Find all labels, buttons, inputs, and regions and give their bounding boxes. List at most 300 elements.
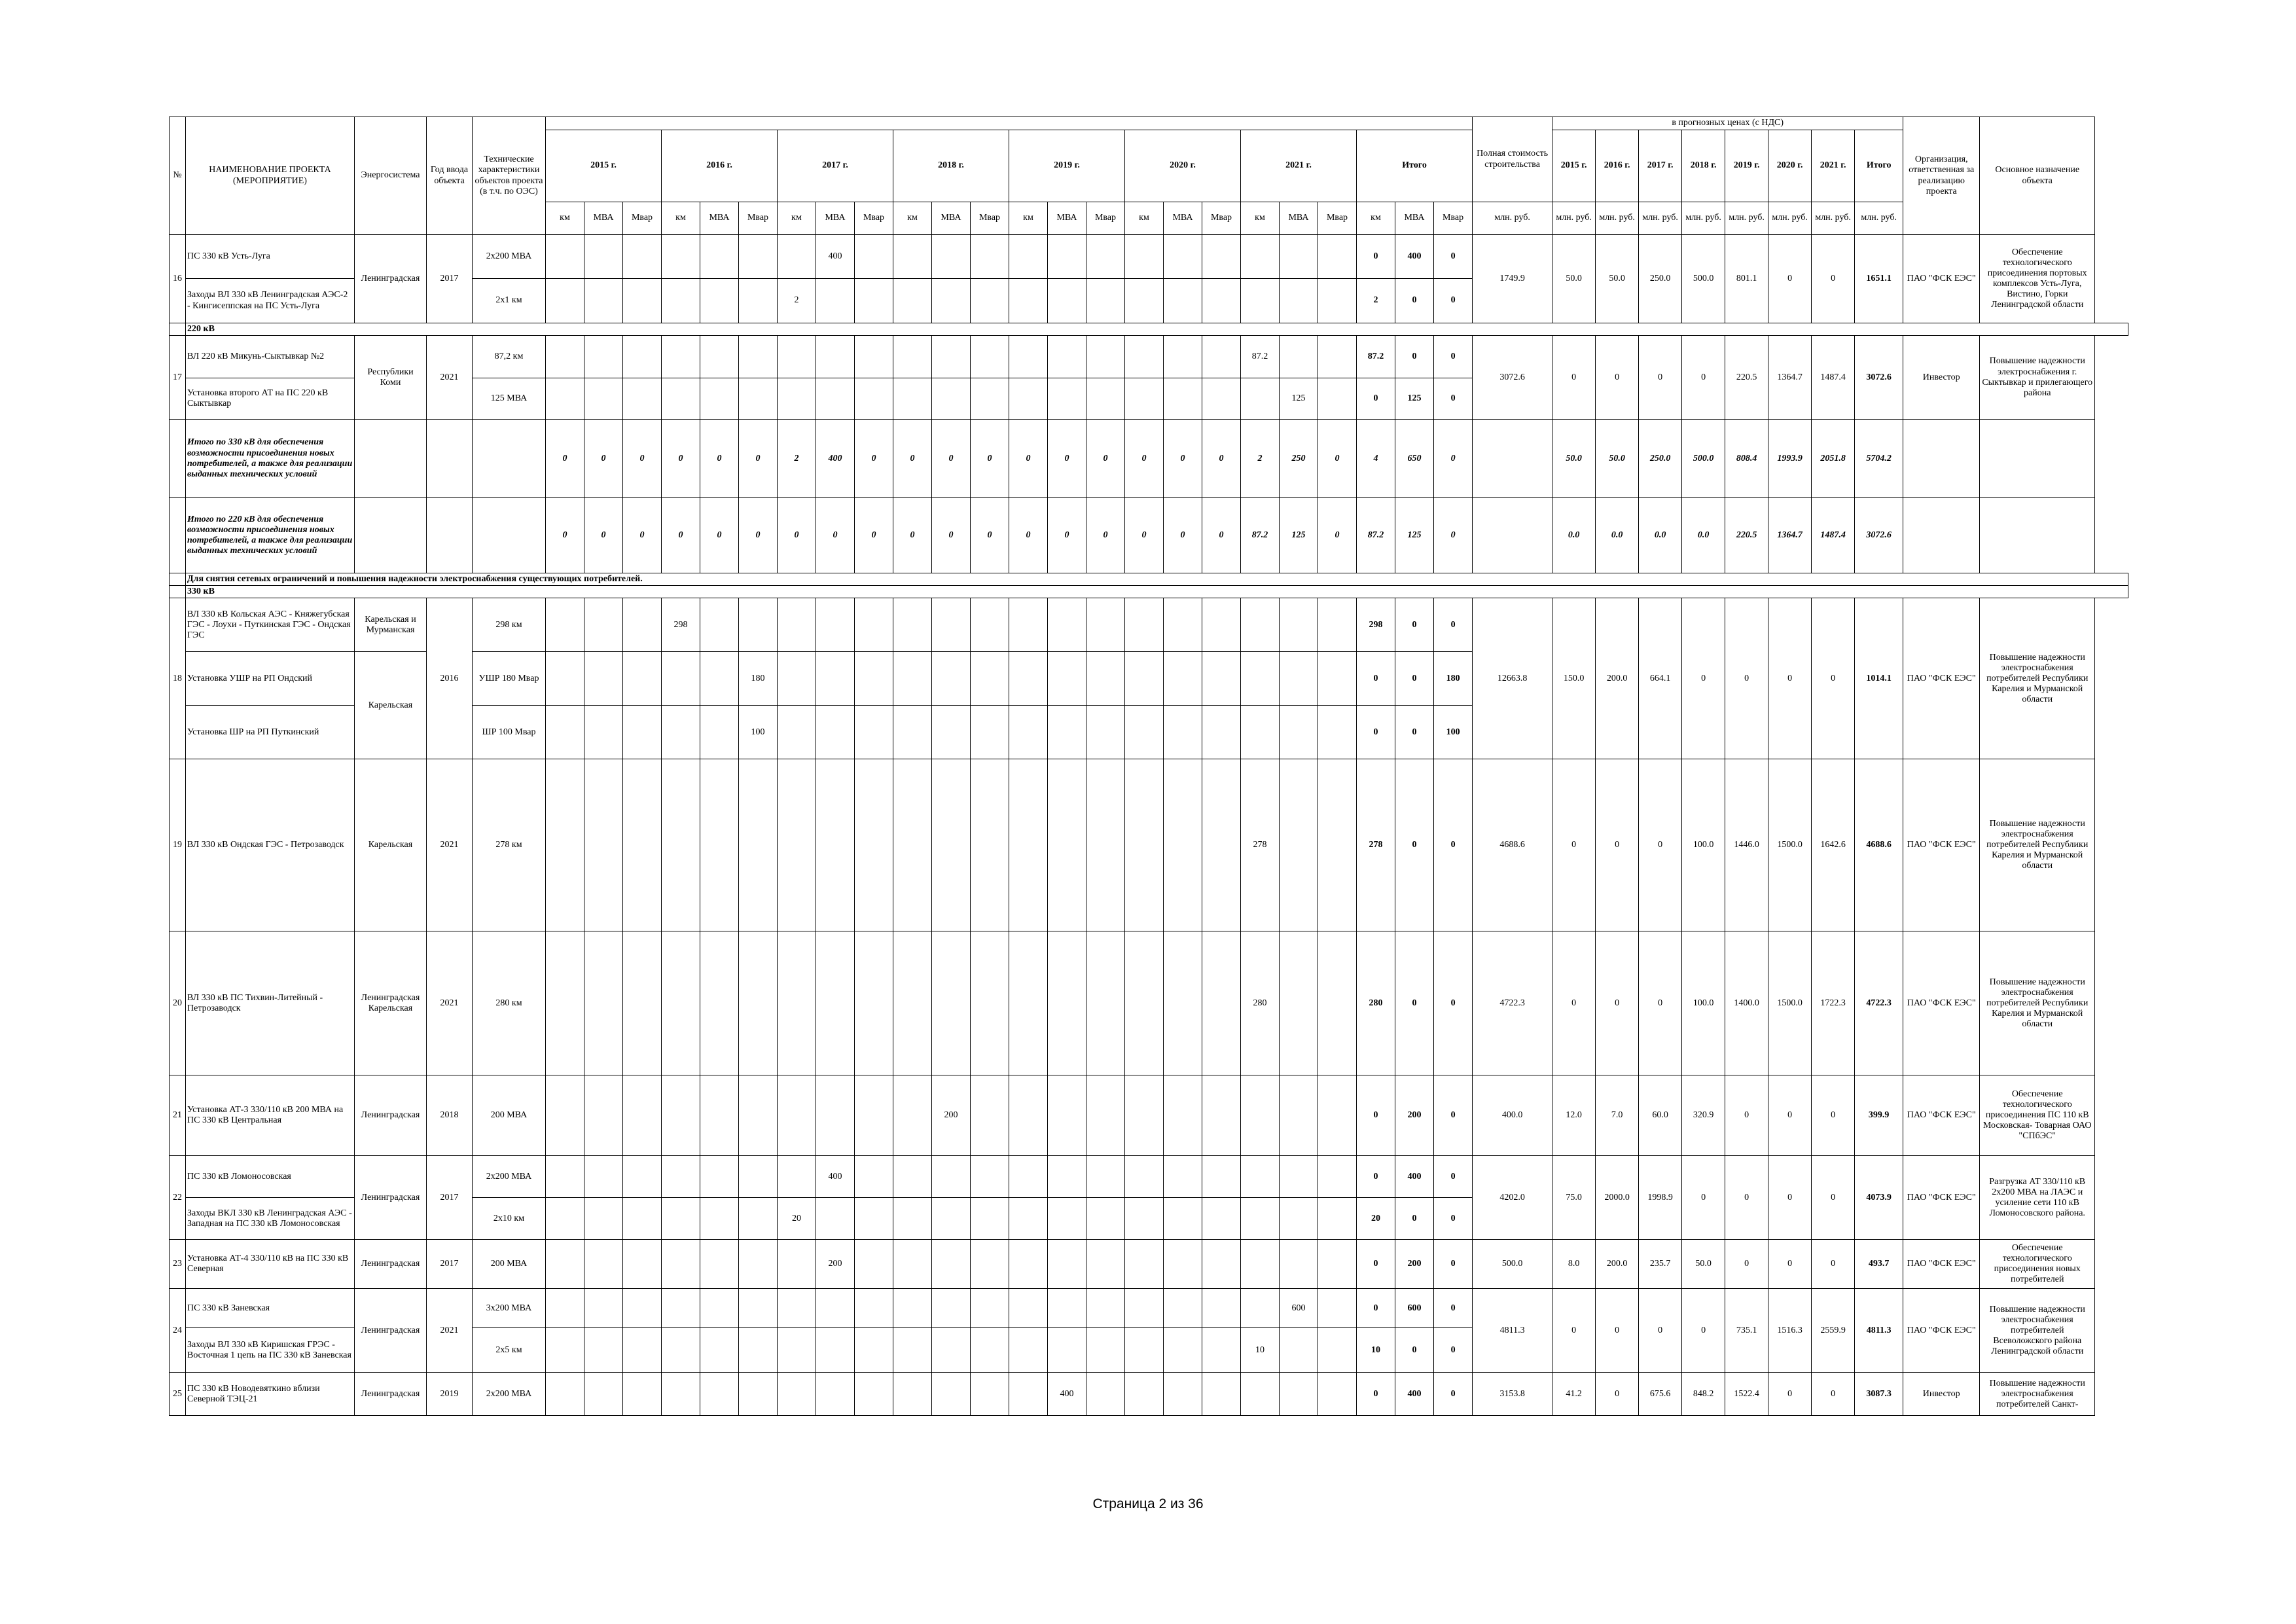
cost-2018: 0 <box>1682 336 1725 420</box>
header-year-2016: 2016 г. <box>662 130 778 202</box>
cost-2017: 0 <box>1639 1289 1682 1373</box>
total-mva: 0 <box>1395 1198 1434 1240</box>
table-row <box>170 336 2128 378</box>
table-row <box>170 759 2128 931</box>
total-mva: 0 <box>1395 759 1434 931</box>
total-km: 298 <box>1357 598 1395 652</box>
unit-km: км <box>778 202 816 235</box>
subtotal-value: 125 <box>1280 498 1318 573</box>
header-cost-total: Итого <box>1855 130 1903 202</box>
tech-spec: 125 МВА <box>473 378 546 420</box>
cost-2020: 0 <box>1768 1075 1812 1156</box>
subtotal-cost: 1993.9 <box>1768 420 1812 498</box>
header-project-name: НАИМЕНОВАНИЕ ПРОЕКТА (МЕРОПРИЯТИЕ) <box>186 117 355 235</box>
total-km: 0 <box>1357 1156 1395 1198</box>
responsible-org: ПАО "ФСК ЕЭС" <box>1903 931 1980 1075</box>
subtotal-value: 0 <box>1318 498 1357 573</box>
total-mva: 400 <box>1395 235 1434 279</box>
subtotal-value: 87.2 <box>1241 498 1280 573</box>
value-cell: 278 <box>1241 759 1280 931</box>
page-number: Страница 2 из 36 <box>1092 1496 1204 1511</box>
cost-2019: 220.5 <box>1725 336 1768 420</box>
subtotal-cost: 1364.7 <box>1768 498 1812 573</box>
table-row <box>170 1240 2128 1289</box>
total-mva: 400 <box>1395 1156 1434 1198</box>
total-km: 20 <box>1357 1198 1395 1240</box>
commission-year: 2021 <box>427 759 473 931</box>
subtotal-value: 0 <box>778 498 816 573</box>
table-row <box>170 1156 2128 1198</box>
purpose: Повышение надежности электроснабжения потребителей Республики Карелия и Мурманской области <box>1980 931 2095 1075</box>
subtotal-value: 0 <box>1009 498 1048 573</box>
subtotal-value: 0 <box>855 420 893 498</box>
cost-2019: 0 <box>1725 1156 1768 1240</box>
row-num: 21 <box>170 1075 186 1156</box>
unit-mvar: Мвар <box>739 202 778 235</box>
total-km: 0 <box>1357 1373 1395 1416</box>
subtotal-value: 0 <box>739 498 778 573</box>
tech-spec: 2х1 км <box>473 279 546 323</box>
project-name: Установка ШР на РП Путкинский <box>186 706 355 759</box>
total-mvar: 100 <box>1434 706 1473 759</box>
project-name: ВЛ 220 кВ Микунь-Сыктывкар №2 <box>186 336 355 378</box>
subtotal-value: 0 <box>893 498 932 573</box>
total-km: 10 <box>1357 1328 1395 1373</box>
subtotal-cost: 3072.6 <box>1855 498 1903 573</box>
total-km: 0 <box>1357 1240 1395 1289</box>
header-year-2020: 2020 г. <box>1125 130 1241 202</box>
header-org: Организация, ответственная за реализацию проекта <box>1903 117 1980 235</box>
total-mva: 200 <box>1395 1075 1434 1156</box>
cost-2015: 50.0 <box>1552 235 1596 323</box>
cost-2020: 0 <box>1768 1156 1812 1240</box>
responsible-org: Инвестор <box>1903 1373 1980 1416</box>
subtotal-value: 0 <box>1048 498 1086 573</box>
tech-spec: 2х5 км <box>473 1328 546 1373</box>
unit-mln: млн. руб. <box>1855 202 1903 235</box>
project-name: Установка второго АТ на ПС 220 кВ Сыктывкар <box>186 378 355 420</box>
header-purpose: Основное назначение объекта <box>1980 117 2095 235</box>
tech-spec: 278 км <box>473 759 546 931</box>
commission-year: 2018 <box>427 1075 473 1156</box>
subtotal-value: 0 <box>1086 498 1125 573</box>
cost-2020: 1516.3 <box>1768 1289 1812 1373</box>
header-cost-2019: 2019 г. <box>1725 130 1768 202</box>
subtotal-cost: 250.0 <box>1639 420 1682 498</box>
unit-mva: МВА <box>700 202 739 235</box>
unit-mva: МВА <box>1048 202 1086 235</box>
cost-2015: 41.2 <box>1552 1373 1596 1416</box>
total-mva: 0 <box>1395 598 1434 652</box>
cost-2018: 0 <box>1682 1289 1725 1373</box>
project-name: Заходы ВКЛ 330 кВ Ленинградская АЭС - Западная на ПС 330 кВ Ломоносовская <box>186 1198 355 1240</box>
cost-2017: 235.7 <box>1639 1240 1682 1289</box>
purpose: Повышение надежности электроснабжения потребителей Республики Карелия и Мурманской области <box>1980 598 2095 759</box>
tech-spec: 2х10 км <box>473 1198 546 1240</box>
total-mvar: 0 <box>1434 1198 1473 1240</box>
subtotal-value: 0 <box>1009 420 1048 498</box>
cost-2015: 12.0 <box>1552 1075 1596 1156</box>
header-cost-2021: 2021 г. <box>1812 130 1855 202</box>
subtotal-value: 0 <box>1164 420 1202 498</box>
total-mvar: 0 <box>1434 1373 1473 1416</box>
cost-2016: 50.0 <box>1596 235 1639 323</box>
total-mvar: 0 <box>1434 279 1473 323</box>
table-row <box>170 931 2128 1075</box>
total-mva: 0 <box>1395 706 1434 759</box>
value-cell: 2 <box>778 279 816 323</box>
purpose: Повышение надежности электроснабжения потребителей Всеволожского района Ленинградской области <box>1980 1289 2095 1373</box>
unit-mln: млн. руб. <box>1596 202 1639 235</box>
purpose: Обеспечение технологического присоединения новых потребителей <box>1980 1240 2095 1289</box>
project-name: Установка УШР на РП Ондский <box>186 652 355 706</box>
header-cost-2017: 2017 г. <box>1639 130 1682 202</box>
row-num: 22 <box>170 1156 186 1240</box>
value-cell: 400 <box>1048 1373 1086 1416</box>
tech-spec: ШР 100 Мвар <box>473 706 546 759</box>
cost-total: 4811.3 <box>1855 1289 1903 1373</box>
cost-2015: 75.0 <box>1552 1156 1596 1240</box>
subtotal-cost: 50.0 <box>1596 420 1639 498</box>
cost-2017: 675.6 <box>1639 1373 1682 1416</box>
subtotal-value: 0 <box>700 420 739 498</box>
unit-mvar: Мвар <box>1086 202 1125 235</box>
unit-km: км <box>1357 202 1395 235</box>
subtotal-value: 2 <box>778 420 816 498</box>
unit-mvar: Мвар <box>971 202 1009 235</box>
energy-system: Ленинградская <box>355 1289 427 1373</box>
total-km: 2 <box>1357 279 1395 323</box>
cost-2021: 0 <box>1812 1156 1855 1240</box>
header-year-2018: 2018 г. <box>893 130 1009 202</box>
subtotal-value: 0 <box>1048 420 1086 498</box>
cost-2019: 1446.0 <box>1725 759 1768 931</box>
responsible-org: ПАО "ФСК ЕЭС" <box>1903 1075 1980 1156</box>
subtotal-cost: 0.0 <box>1682 498 1725 573</box>
subtotal-value: 0 <box>623 420 662 498</box>
header-num: № <box>170 117 186 235</box>
cost-2021: 1722.3 <box>1812 931 1855 1075</box>
total-mvar: 0 <box>1434 1289 1473 1328</box>
total-mvar: 0 <box>1434 1328 1473 1373</box>
section-title: 220 кВ <box>186 323 2128 336</box>
cost-2020: 1500.0 <box>1768 759 1812 931</box>
cost-2018: 100.0 <box>1682 931 1725 1075</box>
total-mva: 400 <box>1395 1373 1434 1416</box>
full-cost: 1749.9 <box>1473 235 1552 323</box>
unit-mln: млн. руб. <box>1725 202 1768 235</box>
total-mvar: 0 <box>1434 378 1473 420</box>
cost-2019: 801.1 <box>1725 235 1768 323</box>
cost-total: 4073.9 <box>1855 1156 1903 1240</box>
cost-2020: 0 <box>1768 598 1812 759</box>
subtotal-value: 0 <box>546 498 584 573</box>
unit-km: км <box>546 202 584 235</box>
unit-mva: МВА <box>1164 202 1202 235</box>
unit-km: км <box>1241 202 1280 235</box>
subtotal-value: 0 <box>623 498 662 573</box>
subtotal-cost: 1487.4 <box>1812 498 1855 573</box>
subtotal-value: 4 <box>1357 420 1395 498</box>
subtotal-value: 0 <box>739 420 778 498</box>
unit-mva: МВА <box>1280 202 1318 235</box>
value-cell: 87.2 <box>1241 336 1280 378</box>
full-cost: 4688.6 <box>1473 759 1552 931</box>
project-name: ПС 330 кВ Усть-Луга <box>186 235 355 279</box>
energy-system: Ленинградская <box>355 235 427 323</box>
subtotal-value: 0 <box>816 498 855 573</box>
cost-2019: 0 <box>1725 1240 1768 1289</box>
value-cell: 180 <box>739 652 778 706</box>
unit-mva: МВА <box>1395 202 1434 235</box>
total-mvar: 0 <box>1434 598 1473 652</box>
cost-2017: 664.1 <box>1639 598 1682 759</box>
unit-mln: млн. руб. <box>1473 202 1552 235</box>
table-row <box>170 235 2128 279</box>
header-prices-title: в прогнозных ценах (с НДС) <box>1552 117 1903 130</box>
full-cost: 400.0 <box>1473 1075 1552 1156</box>
subtotal-value: 0 <box>1318 420 1357 498</box>
section-row <box>170 586 2128 598</box>
energy-system: Ленинградская <box>355 1373 427 1416</box>
cost-2021: 0 <box>1812 235 1855 323</box>
unit-mvar: Мвар <box>1202 202 1241 235</box>
header-year-2015: 2015 г. <box>546 130 662 202</box>
full-cost: 4722.3 <box>1473 931 1552 1075</box>
purpose: Обеспечение технологического присоединения портовых комплексов Усть-Луга, Вистино, Горки Ленинградской области <box>1980 235 2095 323</box>
project-name: ВЛ 330 кВ Ондская ГЭС - Петрозаводск <box>186 759 355 931</box>
full-cost: 3072.6 <box>1473 336 1552 420</box>
section-row <box>170 323 2128 336</box>
tech-spec: 2х200 МВА <box>473 1156 546 1198</box>
section-row <box>170 573 2128 586</box>
cost-2018: 0 <box>1682 1156 1725 1240</box>
cost-total: 4688.6 <box>1855 759 1903 931</box>
total-mvar: 0 <box>1434 235 1473 279</box>
header-year-2019: 2019 г. <box>1009 130 1125 202</box>
header-cost-2015: 2015 г. <box>1552 130 1596 202</box>
total-mvar: 180 <box>1434 652 1473 706</box>
unit-mln: млн. руб. <box>1552 202 1596 235</box>
header-full-cost: Полная стоимость строительства <box>1473 117 1552 202</box>
row-num: 19 <box>170 759 186 931</box>
energy-system: Ленинградская <box>355 1156 427 1240</box>
unit-mvar: Мвар <box>1318 202 1357 235</box>
cost-2018: 500.0 <box>1682 235 1725 323</box>
subtotal-value: 0 <box>971 420 1009 498</box>
responsible-org: ПАО "ФСК ЕЭС" <box>1903 598 1980 759</box>
commission-year: 2021 <box>427 1289 473 1373</box>
subtotal-cost: 0.0 <box>1639 498 1682 573</box>
subtotal-value: 125 <box>1395 498 1434 573</box>
cost-2021: 0 <box>1812 1240 1855 1289</box>
total-mvar: 0 <box>1434 1075 1473 1156</box>
subtotal-value: 0 <box>662 420 700 498</box>
row-num: 17 <box>170 336 186 420</box>
cost-2016: 0 <box>1596 1289 1639 1373</box>
row-num: 23 <box>170 1240 186 1289</box>
subtotal-value: 0 <box>1086 420 1125 498</box>
header-year: Год ввода объекта <box>427 117 473 235</box>
subtotal-label: Итого по 330 кВ для обеспечения возможности присоединения новых потребителей, а также для реализации выданных технических условий <box>186 420 355 498</box>
energy-system: Карельская <box>355 759 427 931</box>
subtotal-value: 0 <box>971 498 1009 573</box>
subtotal-value: 0 <box>932 498 971 573</box>
total-mva: 0 <box>1395 279 1434 323</box>
header-cost-2020: 2020 г. <box>1768 130 1812 202</box>
subtotal-value: 250 <box>1280 420 1318 498</box>
section-title: Для снятия сетевых ограничений и повышения надежности электроснабжения существующих потребителей. <box>186 573 2128 586</box>
purpose: Повышение надежности электроснабжения потребителей Республики Карелия и Мурманской области <box>1980 759 2095 931</box>
unit-km: км <box>1009 202 1048 235</box>
tech-spec: 280 км <box>473 931 546 1075</box>
subtotal-value: 0 <box>700 498 739 573</box>
subtotal-value: 0 <box>584 498 623 573</box>
unit-mva: МВА <box>816 202 855 235</box>
energy-system: Ленинградская <box>355 1240 427 1289</box>
subtotal-value: 0 <box>1202 420 1241 498</box>
subtotal-value: 2 <box>1241 420 1280 498</box>
cost-total: 1651.1 <box>1855 235 1903 323</box>
value-cell: 298 <box>662 598 700 652</box>
value-cell: 200 <box>816 1240 855 1289</box>
responsible-org: ПАО "ФСК ЕЭС" <box>1903 1240 1980 1289</box>
subtotal-value: 0 <box>1125 420 1164 498</box>
value-cell: 200 <box>932 1075 971 1156</box>
investment-table <box>169 117 2128 1416</box>
cost-2015: 150.0 <box>1552 598 1596 759</box>
unit-mvar: Мвар <box>855 202 893 235</box>
subtotal-cost: 808.4 <box>1725 420 1768 498</box>
total-mva: 200 <box>1395 1240 1434 1289</box>
subtotal-value: 400 <box>816 420 855 498</box>
cost-2021: 1642.6 <box>1812 759 1855 931</box>
cost-total: 3072.6 <box>1855 336 1903 420</box>
energy-system: Карельская и Мурманская <box>355 598 427 652</box>
header-year-total: Итого <box>1357 130 1473 202</box>
cost-2016: 7.0 <box>1596 1075 1639 1156</box>
row-num: 18 <box>170 598 186 759</box>
header-energy-system: Энергосистема <box>355 117 427 235</box>
full-cost: 500.0 <box>1473 1240 1552 1289</box>
subtotal-value: 650 <box>1395 420 1434 498</box>
full-cost: 12663.8 <box>1473 598 1552 759</box>
total-mva: 600 <box>1395 1289 1434 1328</box>
project-name: ВЛ 330 кВ Кольская АЭС - Княжегубская ГЭС - Лоухи - Путкинская ГЭС - Ондская ГЭС <box>186 598 355 652</box>
cost-2018: 0 <box>1682 598 1725 759</box>
total-km: 280 <box>1357 931 1395 1075</box>
tech-spec: 3х200 МВА <box>473 1289 546 1328</box>
unit-mvar: Мвар <box>1434 202 1473 235</box>
project-name: Заходы ВЛ 330 кВ Киришская ГРЭС - Восточная 1 цепь на ПС 330 кВ Заневская <box>186 1328 355 1373</box>
subtotal-cost: 0.0 <box>1552 498 1596 573</box>
table-row <box>170 1289 2128 1328</box>
commission-year: 2021 <box>427 336 473 420</box>
total-mvar: 0 <box>1434 759 1473 931</box>
tech-spec: УШР 180 Мвар <box>473 652 546 706</box>
section-title: 330 кВ <box>186 586 2128 598</box>
cost-2016: 2000.0 <box>1596 1156 1639 1240</box>
cost-2015: 0 <box>1552 1289 1596 1373</box>
subtotal-value: 0 <box>855 498 893 573</box>
commission-year: 2016 <box>427 598 473 759</box>
total-km: 0 <box>1357 652 1395 706</box>
total-mva: 0 <box>1395 652 1434 706</box>
unit-km: км <box>1125 202 1164 235</box>
value-cell: 600 <box>1280 1289 1318 1328</box>
subtotal-value: 0 <box>932 420 971 498</box>
total-mva: 0 <box>1395 336 1434 378</box>
subtotal-value: 0 <box>1434 498 1473 573</box>
cost-2019: 0 <box>1725 1075 1768 1156</box>
cost-2016: 200.0 <box>1596 598 1639 759</box>
tech-spec: 298 км <box>473 598 546 652</box>
table-row <box>170 1075 2128 1156</box>
cost-2020: 1364.7 <box>1768 336 1812 420</box>
energy-system: Карельская <box>355 652 427 759</box>
full-cost: 3153.8 <box>1473 1373 1552 1416</box>
commission-year: 2017 <box>427 1240 473 1289</box>
unit-mln: млн. руб. <box>1812 202 1855 235</box>
cost-total: 399.9 <box>1855 1075 1903 1156</box>
unit-mva: МВА <box>584 202 623 235</box>
energy-system: Республики Коми <box>355 336 427 420</box>
total-km: 87.2 <box>1357 336 1395 378</box>
subtotal-value: 0 <box>1202 498 1241 573</box>
cost-2015: 8.0 <box>1552 1240 1596 1289</box>
cost-2021: 0 <box>1812 598 1855 759</box>
cost-2020: 1500.0 <box>1768 931 1812 1075</box>
project-name: ПС 330 кВ Заневская <box>186 1289 355 1328</box>
cost-2021: 0 <box>1812 1373 1855 1416</box>
purpose: Повышение надежности электроснабжения потребителей Санкт- <box>1980 1373 2095 1416</box>
commission-year: 2017 <box>427 235 473 323</box>
cost-2015: 0 <box>1552 336 1596 420</box>
cost-2021: 1487.4 <box>1812 336 1855 420</box>
cost-2021: 2559.9 <box>1812 1289 1855 1373</box>
total-km: 0 <box>1357 235 1395 279</box>
header-year-2021: 2021 г. <box>1241 130 1357 202</box>
total-mva: 0 <box>1395 1328 1434 1373</box>
subtotal-cost: 5704.2 <box>1855 420 1903 498</box>
total-km: 0 <box>1357 706 1395 759</box>
unit-mln: млн. руб. <box>1639 202 1682 235</box>
total-mvar: 0 <box>1434 336 1473 378</box>
cost-total: 1014.1 <box>1855 598 1903 759</box>
cost-total: 3087.3 <box>1855 1373 1903 1416</box>
value-cell: 125 <box>1280 378 1318 420</box>
unit-mln: млн. руб. <box>1682 202 1725 235</box>
full-cost: 4811.3 <box>1473 1289 1552 1373</box>
cost-2017: 1998.9 <box>1639 1156 1682 1240</box>
subtotal-value: 0 <box>1434 420 1473 498</box>
subtotal-cost: 500.0 <box>1682 420 1725 498</box>
cost-2020: 0 <box>1768 1240 1812 1289</box>
unit-km: км <box>893 202 932 235</box>
cost-2017: 60.0 <box>1639 1075 1682 1156</box>
cost-2017: 0 <box>1639 336 1682 420</box>
subtotal-row <box>170 420 2128 498</box>
cost-2015: 0 <box>1552 759 1596 931</box>
subtotal-row <box>170 498 2128 573</box>
total-km: 0 <box>1357 378 1395 420</box>
value-cell: 10 <box>1241 1328 1280 1373</box>
project-name: Заходы ВЛ 330 кВ Ленинградская АЭС-2 - Кингисеппская на ПС Усть-Луга <box>186 279 355 323</box>
commission-year: 2017 <box>427 1156 473 1240</box>
project-name: ПС 330 кВ Новодевяткино вблизи Северной ТЭЦ-21 <box>186 1373 355 1416</box>
cost-2017: 0 <box>1639 759 1682 931</box>
header-cost-2016: 2016 г. <box>1596 130 1639 202</box>
